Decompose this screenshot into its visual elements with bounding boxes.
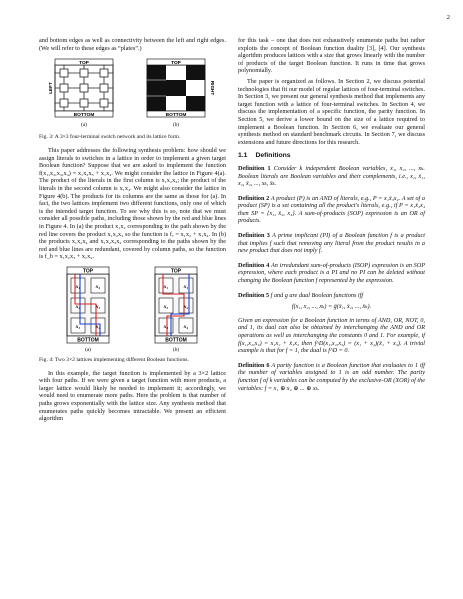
bottom-label: BOTTOM	[76, 337, 99, 344]
cell: x₂	[163, 303, 168, 310]
definition-text: An irredundant sum-of-products (ISOP) expression is an SOP expression, where each product is a PI and no PI can be deleted without changing the Boolean function f represented by the expression.	[238, 261, 425, 285]
definition-3	[238, 232, 425, 255]
paragraph: This paper addresses the following synthesis problem: how should we assign literals to switches in a lattice in order to implement a given target Boolean function? Suppose that we are asked to implement the function f(x₁,x₂,x₃,x₄) = x₁x₂x₃ + x₁x₄. We might consider the lattice in Figure 4(a). The product of the literals in the first column is x₁x₂x₃; the product of the literals in the second column is x₁x₄. We might also consider the lattice in Figure 4(b). The products for its columns are the same as those for (a). In fact, the two lattices implement two different functions, only one of which is the intended target function. To see why this is so, note that we must consider all possible paths, including those shown by the red and blue lines in Figure 4. In (a) the product x₁x₂ corresponding to the path shown by the red line covers the product x₁x₂x₃ so the function is fₐ = x₁x₂ + x₁x₄. In (b) the products x₁x₂x₄ and x₁x₂x₃x₄ corresponding to the paths shown by the red and blue lines are redundant, covered by column paths, so the function is f_b = x₁x₂x₃ + x₁x₄.	[39, 146, 226, 261]
label-b: (b)	[172, 346, 179, 353]
definition-1	[238, 165, 425, 188]
definition-5	[238, 292, 425, 300]
section-title: Definitions	[255, 152, 291, 160]
left-label: LEFT	[47, 82, 53, 94]
paragraph: and bottom edges as well as connectivity between the left and right edges. (We will refer to these edges as “plates”.)	[39, 37, 226, 52]
paragraph: The paper is organized as follows. In Section 2, we discuss potential technologies that fit our model of regular lattices of four-terminal switches. In Section 3, we present our general synthesis method that implements any target function with a lattice of four-terminal switches. In Section 4, we discuss the implementation of a specific function, the parity function. In Section 5, we derive a lower bound on the size of a lattice required to implement a Boolean function. In Section 6, we evaluate our general synthesis method on standard benchmark circuits. In Section 7, we discuss extensions and future directions for this research.	[238, 77, 425, 146]
bottom-label: BOTTOM	[73, 113, 94, 119]
definition-label: Definition 2	[238, 194, 270, 202]
definition-text: A prime implicant (PI) of a Boolean function f is a product that implies f such that removing any literal from the product results in a new product that does not imply f.	[238, 232, 425, 255]
paragraph: for this task – one that does not exhaustively enumerate paths but rather exploits the concept of Boolean function duality [3], [4]. Our synthesis algorithm produces lattices with a size that grows linearly with the number of products of the target Boolean function. It runs in time that grows polynomially.	[238, 37, 425, 75]
bottom-label: BOTTOM	[164, 337, 187, 344]
fig3-panel-b	[147, 59, 215, 128]
top-label: TOP	[78, 61, 89, 67]
label-b: (b)	[172, 122, 179, 129]
fig3-panel-a	[48, 59, 113, 128]
definition-label: Definition 6	[238, 361, 270, 369]
definition-2	[238, 195, 425, 225]
section-heading	[238, 152, 425, 160]
definition-label: Definition 5	[238, 291, 270, 299]
paragraph: Given an expression for a Boolean function in terms of AND, OR, NOT, 0, and 1, its dual can also be obtained by interchanging the AND and OR operations as well as interchanging the constants 0 and 1. For example, if f(x₁,x₂,x₃) = x₁x₂ + x̄₁x₃ then f^D(x₁,x₂,x₃) = (x₁ + x₂)(x̄₁ + x₃). A trivial example is that for f = 1, the dual is f^D = 0.	[238, 316, 425, 355]
definition-4	[238, 262, 425, 285]
top-label: TOP	[82, 268, 93, 275]
top-label: TOP	[170, 61, 181, 67]
cell: x₄	[183, 323, 188, 330]
figure-4-caption: Fig. 4: Two 3×2 lattices implementing different Boolean functions.	[39, 356, 189, 363]
definition-text: A parity function is a Boolean function that evaluates to 1 iff the number of variables assigned to 1 is an odd number. The parity function f of k variables can be computed by the exclusive-OR (XOR) of the variables: f = x₁ ⊕ x₂ ⊕ ... ⊕ xₖ.	[238, 361, 425, 392]
bottom-label: BOTTOM	[165, 113, 186, 119]
definition-text: Consider k independent Boolean variables, x₁, x₂, ..., xₖ. Boolean literals are Boolean variables and their complements, i.e., x₁, x̄₁, x₂, x̄₂, ..., xₖ, x̄ₖ.	[238, 164, 425, 188]
cell: x₁	[183, 283, 188, 290]
cell: x₃	[163, 323, 168, 330]
cell: x₁	[163, 283, 168, 290]
cell: x₁	[95, 303, 100, 310]
label-a: (a)	[80, 122, 87, 129]
cell: x₄	[183, 303, 188, 310]
fig4-panel-a	[67, 267, 109, 353]
page-number: 2	[446, 14, 450, 21]
equation: f(x₁, x₂, ..., xₖ) = ḡ(x̄₁, x̄₂, ..., x̄ₖ).	[291, 303, 372, 311]
figure-3	[43, 55, 223, 131]
definition-label: Definition 1	[238, 164, 271, 172]
definition-label: Definition 3	[238, 232, 270, 240]
top-label: TOP	[170, 268, 181, 275]
label-a: (a)	[84, 346, 91, 353]
definition-6	[238, 362, 425, 392]
figure-4	[43, 264, 223, 354]
right-column	[238, 37, 425, 395]
cell: x₄	[95, 283, 100, 290]
cell: x₄	[95, 323, 100, 330]
right-label: RIGHT	[209, 81, 215, 96]
paragraph: In this example, the target function is implemented by a 3×2 lattice with four paths. If we were given a target function with more products, a larger lattice would likely be needed to implement it; accordingly, we would need to enumerate more paths. Here the problem is that number of paths grows exponentially with the lattice size. Any synthesis method that enumerates paths quickly becomes intractable. We present an efficient algorithm	[39, 369, 226, 423]
definition-text: f and g are dual Boolean functions iff	[270, 291, 364, 299]
figure-3-caption: Fig. 3: A 3×3 four-terminal switch network and its lattice form.	[39, 134, 181, 141]
cell: x₃	[75, 323, 80, 330]
left-column	[39, 37, 226, 426]
fig4-panel-b	[155, 267, 197, 353]
cell: x₂	[75, 303, 80, 310]
definition-label: Definition 4	[238, 261, 270, 269]
cell: x₁	[75, 283, 80, 290]
definition-text: A product (P) is an AND of literals, e.g., P = x₁x̄₃x₄. A set of a product (SP) is a set containing all the product's literals, e.g., if P = x₁x̄₃x₄ then SP = {x₁, x̄₃, x₄}. A sum-of-products (SOP) expression is an OR of products.	[238, 194, 425, 225]
section-number: 1.1	[238, 152, 248, 160]
